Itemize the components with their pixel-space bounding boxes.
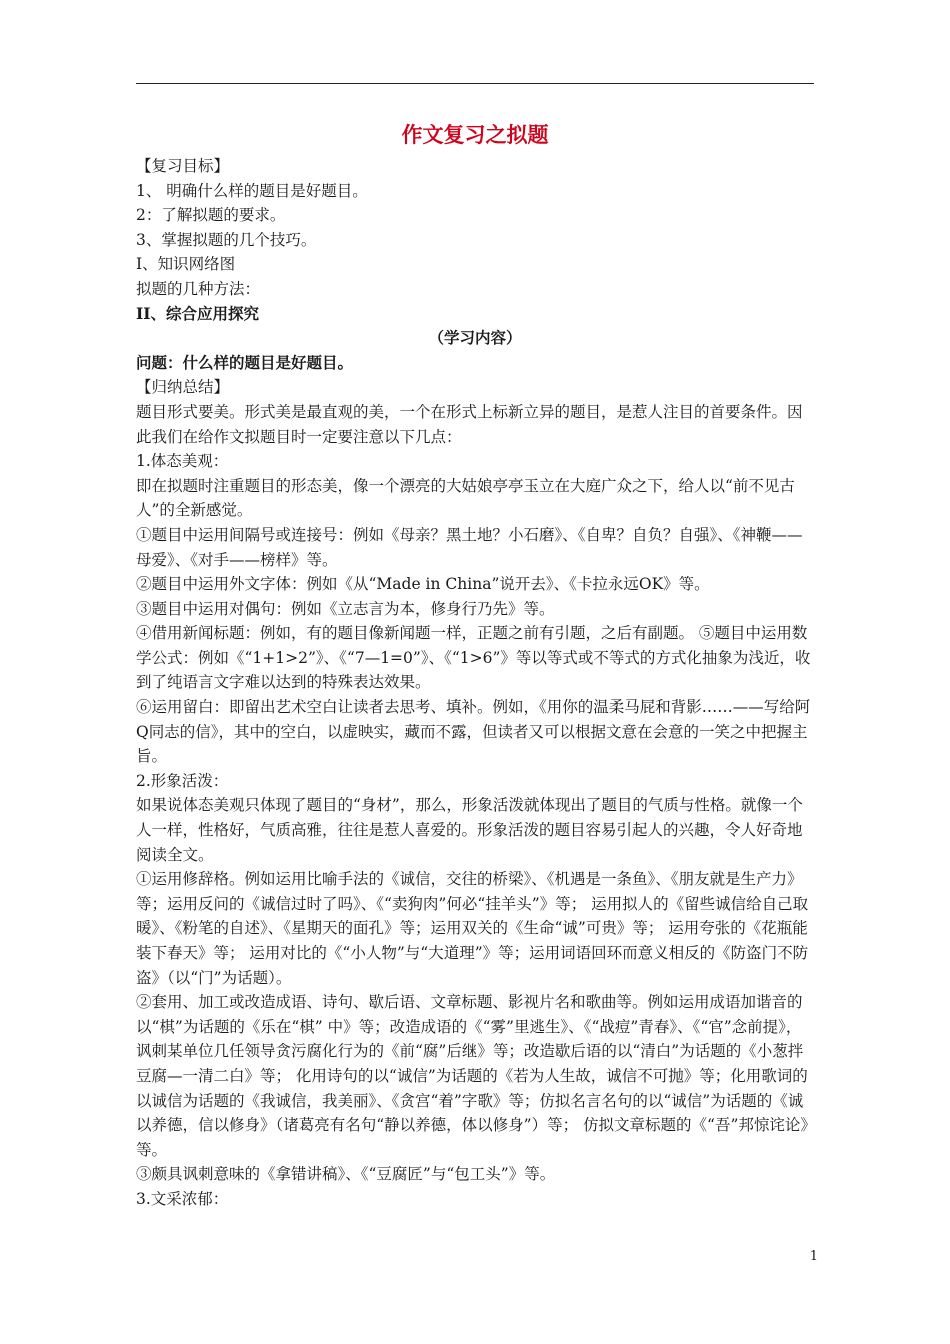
- learning-content-heading: （学习内容）: [428, 328, 522, 348]
- subheading-lively: 2.形象活泼：: [136, 771, 229, 790]
- section-heading-review-goals: 【复习目标】: [136, 157, 230, 175]
- paragraph-lively: 如果说体态美观只体现了题目的“身材”，那么，形象活泼就体现出了题目的气质与性格。就像一个人一样，性格好，气质高雅，往往是惹人喜爱的。形象活泼的题目容易引起人的兴趣，令人好奇地阅读全文。: [136, 796, 803, 864]
- summary-heading: 【归纳总结】: [136, 378, 230, 397]
- item-adaptation: ②套用、加工或改造成语、诗句、歇后语、文章标题、影视片名和歌曲等。例如运用成语加谐音的以“棋”为话题的《乐在“棋” 中》等；改造成语的《“雾”里逃生》、《“战痘”青春》、《“官”念前提》，讽刺某单位几任领导贪污腐化行为的《前“腐”后继》等；改造歇后语的以“清白”为话题的《小葱拌豆腐—一清二白》等； 化用诗句的以“诚信”为话题的《若为人生故，诚信不可抛》等；化用歌词的以诚信为话题的《我诚信，我美丽》、《贪宫“着”字歌》等；仿拟名言名句的以“诚信”为话题的《诚以养德，信以修身》（诸葛亮有名句“静以养德，体以修身”）等； 仿拟文章标题的《“吾”邦惊诧论》等。: [136, 993, 809, 1159]
- paragraph-appearance: 即在拟题时注重题目的形态美，像一个漂亮的大姑娘亭亭玉立在大庭广众之下，给人以“前不见古人”的全新感觉。: [136, 476, 795, 520]
- item-news-headline-and-formula: ④借用新闻标题：例如，有的题目像新闻题一样，正题之前有引题，之后有副题。 ⑤题目中运用数学公式：例如《“1+1>2”》、《“7—1=0”》、《“1>6”》等以等式或不等式的方式化抽象为浅近，收到了纯语言文字难以达到的特殊表达效果。: [136, 624, 811, 692]
- goal-item-2: 2：了解拟题的要求。: [136, 206, 286, 225]
- header-rule: [136, 83, 814, 84]
- knowledge-network-heading: I、知识网络图: [136, 255, 236, 274]
- item-satire: ③颇具讽刺意味的《拿错讲稿》、《“豆腐匠”与“包工头”》等。: [136, 1165, 556, 1184]
- methods-line: 拟题的几种方法：: [136, 279, 261, 298]
- goal-item-3: 3、掌握拟题的几个技巧。: [136, 230, 317, 249]
- subheading-appearance: 1.体态美观：: [136, 452, 229, 471]
- question-line: 问题：什么样的题目是好题目。: [136, 352, 354, 372]
- page-number: 1: [809, 1249, 818, 1264]
- document-title: 作文复习之拟题: [401, 122, 549, 147]
- subheading-literary: 3.文采浓郁：: [136, 1189, 229, 1208]
- item-rhetoric: ①运用修辞格。例如运用比喻手法的《诚信，交往的桥梁》、《机遇是一条鱼》、《朋友就是生产力》等；运用反问的《诚信过时了吗》、《“卖狗肉”何必“挂羊头”》等； 运用拟人的《留些诚信给自己取暖》、《粉笔的自述》、《星期天的面孔》等；运用双关的《生命“诚”可贵》等； 运用夸张的《花瓶能装下春天》等； 运用对比的《“小人物”与“大道理”》等；运用词语回环而意义相反的《防盗门不防盗》（以“门”为话题）。: [136, 870, 809, 987]
- item-couplet: ③题目中运用对偶句：例如《立志言为本，修身行乃先》等。: [136, 599, 555, 618]
- item-separator-marks: ①题目中运用间隔号或连接号：例如《母亲？黑土地？小石磨》、《自卑？自负？自强》、《神鞭——母爱》、《对手——榜样》等。: [136, 525, 803, 569]
- paragraph-form-beauty: 题目形式要美。形式美是最直观的美，一个在形式上标新立异的题目，是惹人注目的首要条件。因此我们在给作文拟题目时一定要注意以下几点：: [136, 402, 803, 446]
- item-blank-space: ⑥运用留白：即留出艺术空白让读者去思考、填补。例如，《用你的温柔马屁和背影……——写给阿Q同志的信》，其中的空白，以虚映实，藏而不露，但读者又可以根据文意在会意的一笑之中把握主旨。: [136, 698, 811, 766]
- item-foreign-text: ②题目中运用外文字体：例如《从“Made in China”说开去》、《卡拉永远OK》等。: [136, 575, 710, 594]
- application-heading: II、综合应用探究: [136, 303, 260, 323]
- document-body: [136, 118, 814, 1212]
- goal-item-1: 1、 明确什么样的题目是好题目。: [136, 181, 368, 200]
